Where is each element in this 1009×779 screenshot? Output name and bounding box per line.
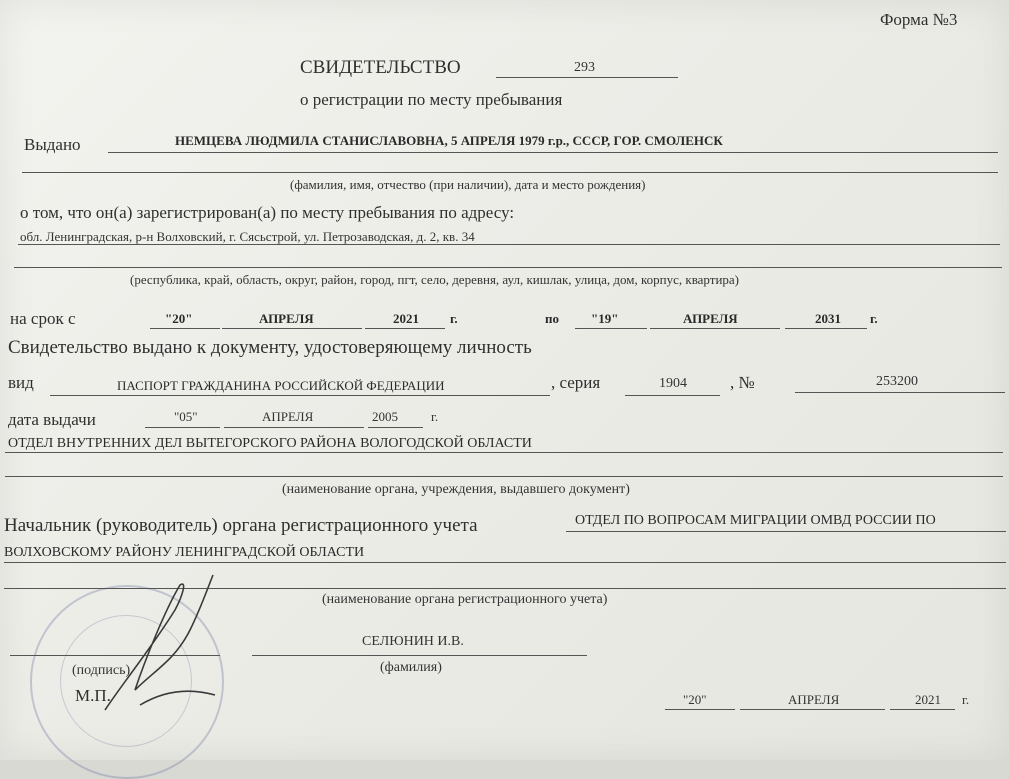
address-value: обл. Ленинградская, р-н Волховский, г. Сясьстрой, ул. Петрозаводская, д. 2, кв. 34 — [20, 229, 475, 244]
doc-number: 253200 — [876, 374, 918, 389]
doc-series: 1904 — [659, 376, 687, 391]
issuer-line-2 — [5, 476, 1003, 477]
doc-kind-line — [50, 395, 550, 396]
signed-month-line — [740, 709, 885, 710]
issue-year-line — [368, 427, 423, 428]
issue-year-suffix: г. — [431, 409, 439, 424]
registration-body-line1: ОТДЕЛ ПО ВОПРОСАМ МИГРАЦИИ ОМВД РОССИИ ПО — [575, 513, 936, 528]
issued-line-2 — [22, 172, 998, 173]
address-line-2 — [14, 267, 1002, 268]
registration-body-line-2 — [4, 562, 1006, 563]
signed-day-line — [665, 709, 735, 710]
surname-line — [252, 655, 587, 656]
from-day: "20" — [165, 311, 193, 326]
from-year: 2021 — [393, 311, 419, 326]
handwritten-signature-icon — [95, 570, 245, 720]
document-subtitle: о регистрации по месту пребывания — [300, 90, 563, 109]
to-day: "19" — [591, 311, 619, 326]
signed-year-line — [890, 709, 955, 710]
to-year-suffix: г. — [870, 311, 878, 326]
doc-number-line — [795, 392, 1005, 393]
caption-registration-body: (наименование органа регистрационного учета) — [322, 592, 608, 607]
issued-label: Выдано — [24, 135, 81, 154]
issue-month-line — [224, 427, 364, 428]
doc-series-line — [625, 395, 720, 396]
doc-series-label: , серия — [551, 373, 601, 392]
document-title: СВИДЕТЕЛЬСТВО — [300, 57, 461, 78]
doc-kind-label: вид — [8, 373, 34, 392]
to-month: АПРЕЛЯ — [683, 311, 738, 326]
registered-statement: о том, что он(а) зарегистрирован(а) по месту пребывания по адресу: — [20, 203, 515, 222]
caption-person: (фамилия, имя, отчество (при наличии), дата и место рождения) — [290, 177, 646, 192]
period-from-label: на срок с — [10, 309, 76, 328]
issuer-line — [5, 452, 1003, 453]
from-day-line — [150, 328, 220, 329]
signed-day: "20" — [683, 692, 707, 707]
issue-day-line — [145, 427, 220, 428]
registration-body-line2: ВОЛХОВСКОМУ РАЙОНУ ЛЕНИНГРАДСКОЙ ОБЛАСТИ — [4, 545, 365, 560]
registration-body-line — [566, 531, 1006, 532]
seal-label: М.П. — [75, 686, 111, 705]
caption-issuer: (наименование органа, учреждения, выдавшего документ) — [282, 482, 630, 497]
doc-kind: ПАСПОРТ ГРАЖДАНИНА РОССИЙСКОЙ ФЕДЕРАЦИИ — [117, 378, 445, 393]
caption-surname: (фамилия) — [380, 660, 442, 675]
form-number: Форма №3 — [880, 10, 958, 29]
issue-date-label: дата выдачи — [8, 410, 96, 429]
to-day-line — [575, 328, 647, 329]
issue-month: АПРЕЛЯ — [262, 409, 314, 424]
doc-issuer: ОТДЕЛ ВНУТРЕННИХ ДЕЛ ВЫТЕГОРСКОГО РАЙОНА ВОЛОГОДСКОЙ ОБЛАСТИ — [8, 436, 532, 451]
issue-year: 2005 — [372, 409, 398, 424]
signer-name: СЕЛЮНИН И.В. — [362, 634, 464, 649]
issue-day: "05" — [174, 409, 198, 424]
from-year-line — [365, 328, 445, 329]
issued-line — [108, 152, 998, 153]
to-year-line — [785, 328, 867, 329]
from-month-line — [222, 328, 362, 329]
head-label: Начальник (руководитель) органа регистрационного учета — [4, 515, 478, 536]
from-month: АПРЕЛЯ — [259, 311, 314, 326]
certificate-number: 293 — [574, 60, 595, 75]
certificate-number-line — [496, 77, 678, 78]
issued-to-value: НЕМЦЕВА ЛЮДМИЛА СТАНИСЛАВОВНА, 5 АПРЕЛЯ 1979 г.р., СССР, ГОР. СМОЛЕНСК — [175, 133, 723, 148]
period-to-label: по — [545, 311, 559, 326]
doc-statement: Свидетельство выдано к документу, удостоверяющему личность — [8, 337, 532, 358]
caption-address: (республика, край, область, округ, район, город, пгт, село, деревня, аул, кишлак, улица, дом, корпус, квартира) — [130, 272, 740, 287]
doc-number-label: , № — [730, 373, 755, 392]
signed-year-suffix: г. — [962, 692, 970, 707]
from-year-suffix: г. — [450, 311, 458, 326]
caption-signature: (подпись) — [72, 663, 131, 678]
signed-month: АПРЕЛЯ — [788, 692, 840, 707]
to-month-line — [650, 328, 780, 329]
to-year: 2031 — [815, 311, 841, 326]
signed-year: 2021 — [915, 692, 941, 707]
